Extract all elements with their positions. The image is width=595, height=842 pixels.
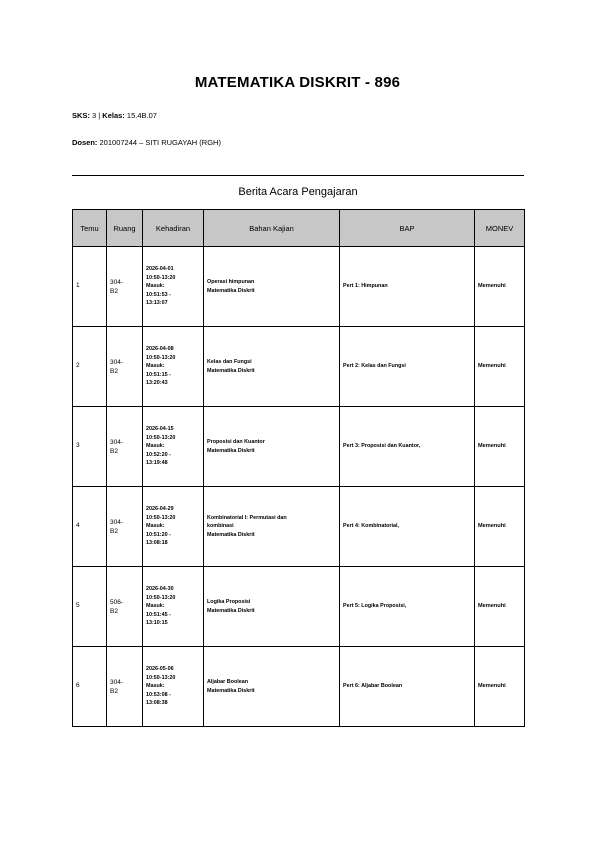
cell-kehadiran-line: 10:51:53 -	[146, 291, 171, 298]
horizontal-divider	[72, 175, 524, 176]
cell-kehadiran	[143, 647, 204, 727]
cell-kehadiran-line: 10:50-13:20	[146, 514, 176, 521]
header-temu: Temu	[73, 210, 107, 247]
cell-bap: Pert 3: Proposisi dan Kuantor,	[340, 407, 475, 487]
header-monev: MONEV	[475, 210, 525, 247]
cell-ruang	[107, 327, 143, 407]
cell-kehadiran-line: Masuk:	[146, 683, 165, 690]
cell-bahan-kajian-line: Matematika Diskrit	[207, 531, 255, 538]
table-row	[73, 327, 525, 407]
cell-monev: Memenuhi	[475, 567, 525, 647]
cell-bahan-kajian-line: Aljabar Boolean	[207, 678, 249, 685]
cell-kehadiran	[143, 327, 204, 407]
cell-ruang	[107, 567, 143, 647]
header-bap: BAP	[340, 210, 475, 247]
cell-ruang-line: B2	[110, 527, 118, 535]
cell-ruang	[107, 407, 143, 487]
cell-bahan-kajian-line: Operasi himpunan	[207, 278, 255, 285]
cell-kehadiran-line: 2026-04-08	[146, 346, 174, 353]
cell-temu: 1	[73, 247, 107, 327]
cell-ruang	[107, 247, 143, 327]
cell-kehadiran-line: 10:52:20 -	[146, 451, 171, 458]
cell-temu: 4	[73, 487, 107, 567]
cell-kehadiran-line: 13:20:43	[146, 380, 168, 387]
dosen-label: Dosen:	[72, 138, 98, 147]
cell-kehadiran-line: Masuk:	[146, 523, 165, 530]
cell-bahan-kajian-line: Proposisi dan Kuantor	[207, 438, 265, 445]
cell-bahan-kajian	[204, 407, 340, 487]
header-bahan-kajian: Bahan Kajian	[204, 210, 340, 247]
cell-bahan-kajian-line: Logika Proposisi	[207, 598, 251, 605]
sks-label: SKS:	[72, 111, 90, 120]
cell-ruang-line: 304-	[110, 278, 124, 286]
table-row	[73, 567, 525, 647]
cell-kehadiran	[143, 567, 204, 647]
cell-bahan-kajian	[204, 647, 340, 727]
cell-ruang	[107, 647, 143, 727]
cell-kehadiran-line: 10:50-13:20	[146, 274, 176, 281]
cell-temu: 5	[73, 567, 107, 647]
cell-kehadiran-line: 13:08:38	[146, 700, 168, 707]
cell-monev: Memenuhi	[475, 487, 525, 567]
cell-bahan-kajian	[204, 327, 340, 407]
cell-monev: Memenuhi	[475, 407, 525, 487]
cell-ruang-line: 304-	[110, 438, 124, 446]
cell-kehadiran-line: 13:13:07	[146, 300, 168, 307]
cell-bahan-kajian-line: Kelas dan Fungsi	[207, 358, 252, 365]
teaching-record-table	[72, 209, 525, 727]
cell-ruang-line: 506-	[110, 598, 124, 606]
cell-bap: Pert 1: Himpunan	[340, 247, 475, 327]
cell-kehadiran-line: 2026-04-01	[146, 266, 174, 273]
cell-bahan-kajian-line: Matematika Diskrit	[207, 447, 255, 454]
cell-kehadiran-line: 10:51:15 -	[146, 371, 171, 378]
cell-bap: Pert 6: Aljabar Boolean	[340, 647, 475, 727]
cell-kehadiran-line: 10:50-13:20	[146, 594, 176, 601]
cell-ruang-line: B2	[110, 447, 118, 455]
cell-bap: Pert 4: Kombinatorial,	[340, 487, 475, 567]
table-row	[73, 407, 525, 487]
cell-kehadiran	[143, 247, 204, 327]
cell-bahan-kajian-line: Matematika Diskrit	[207, 367, 255, 374]
cell-kehadiran-line: 2026-04-30	[146, 586, 174, 593]
kelas-value: 15.4B.07	[124, 111, 157, 120]
dosen-value: 201007244 – SITI RUGAYAH (RGH)	[97, 138, 221, 147]
kelas-label: Kelas:	[102, 111, 125, 120]
cell-kehadiran-line: 10:50-13:20	[146, 434, 176, 441]
sks-value: 3 |	[89, 111, 103, 120]
cell-ruang-line: B2	[110, 367, 118, 375]
cell-ruang-line: 304-	[110, 518, 124, 526]
cell-monev: Memenuhi	[475, 647, 525, 727]
table-row	[73, 487, 525, 567]
cell-kehadiran-line: 2026-04-15	[146, 426, 174, 433]
table-header-row	[73, 210, 525, 247]
cell-kehadiran-line: 2026-04-29	[146, 506, 174, 513]
cell-bap: Pert 2: Kelas dan Fungsi	[340, 327, 475, 407]
cell-kehadiran-line: 13:10:15	[146, 620, 168, 627]
cell-kehadiran-line: Masuk:	[146, 363, 165, 370]
cell-ruang-line: B2	[110, 607, 118, 615]
header-kehadiran: Kehadiran	[143, 210, 204, 247]
cell-bahan-kajian-line: Matematika Diskrit	[207, 607, 255, 614]
section-title: Berita Acara Pengajaran	[238, 186, 358, 198]
cell-bahan-kajian-line: kombinasi	[207, 523, 234, 530]
cell-bap: Pert 5: Logika Proposisi,	[340, 567, 475, 647]
cell-kehadiran-line: 10:51:45 -	[146, 611, 171, 618]
cell-bahan-kajian-line: Matematika Diskrit	[207, 287, 255, 294]
cell-temu: 2	[73, 327, 107, 407]
cell-temu: 6	[73, 647, 107, 727]
cell-kehadiran-line: 10:53:08 -	[146, 691, 171, 698]
cell-ruang-line: B2	[110, 687, 118, 695]
cell-kehadiran-line: 2026-05-06	[146, 666, 174, 673]
lecturer-info-line	[72, 138, 221, 147]
cell-ruang-line: 304-	[110, 678, 124, 686]
cell-monev: Memenuhi	[475, 247, 525, 327]
cell-bahan-kajian-line: Kombinatorial I: Permutasi dan	[207, 514, 287, 521]
cell-kehadiran-line: Masuk:	[146, 443, 165, 450]
cell-bahan-kajian	[204, 247, 340, 327]
cell-kehadiran	[143, 407, 204, 487]
cell-ruang-line: B2	[110, 287, 118, 295]
cell-ruang-line: 304-	[110, 358, 124, 366]
course-info-line	[72, 111, 157, 120]
cell-bahan-kajian-line: Matematika Diskrit	[207, 687, 255, 694]
cell-bahan-kajian	[204, 487, 340, 567]
cell-bahan-kajian	[204, 567, 340, 647]
cell-kehadiran-line: 10:50-13:20	[146, 674, 176, 681]
cell-kehadiran	[143, 487, 204, 567]
cell-kehadiran-line: 13:19:48	[146, 460, 168, 467]
cell-ruang	[107, 487, 143, 567]
cell-monev: Memenuhi	[475, 327, 525, 407]
cell-kehadiran-line: 10:51:20 -	[146, 531, 171, 538]
course-title: MATEMATIKA DISKRIT - 896	[194, 74, 401, 91]
cell-temu: 3	[73, 407, 107, 487]
table-row	[73, 247, 525, 327]
cell-kehadiran-line: 13:08:18	[146, 540, 168, 547]
table-row	[73, 647, 525, 727]
cell-kehadiran-line: Masuk:	[146, 283, 165, 290]
cell-kehadiran-line: 10:50-13:20	[146, 354, 176, 361]
cell-kehadiran-line: Masuk:	[146, 603, 165, 610]
header-ruang: Ruang	[107, 210, 143, 247]
